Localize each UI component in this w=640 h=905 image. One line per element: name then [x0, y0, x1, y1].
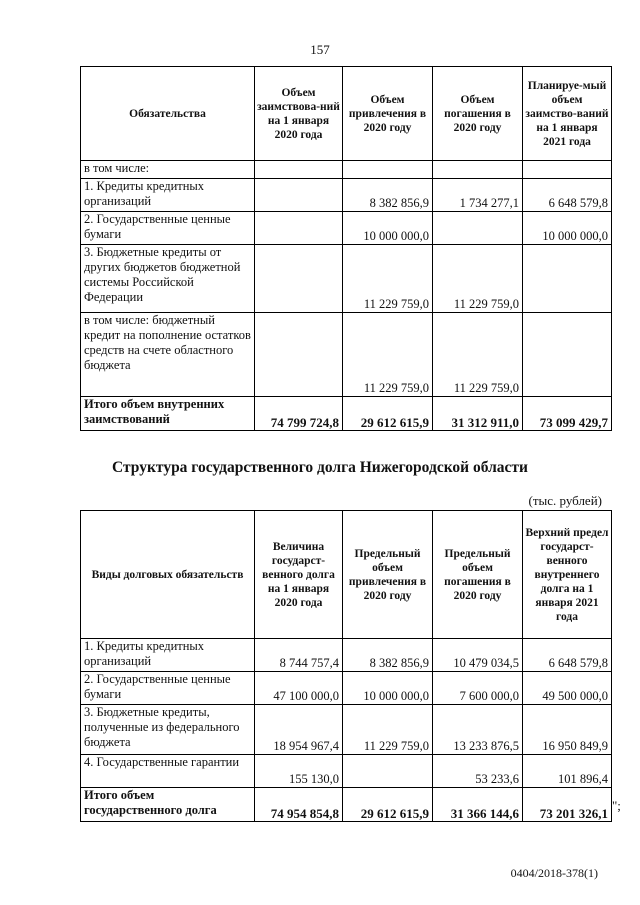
cell-value: 16 950 849,9: [523, 705, 612, 755]
cell-value: [343, 755, 433, 788]
units-note: (тыс. рублей): [528, 493, 602, 508]
table-row: [81, 161, 612, 179]
cell-value: 29 612 615,9: [343, 788, 433, 822]
total-row: [81, 788, 612, 822]
cell-value: [255, 161, 343, 179]
table-row: [81, 212, 612, 245]
column-header: Верхний предел государст-венного внутреннего долга на 1 января 2021 года: [523, 511, 612, 639]
cell-value: 11 229 759,0: [343, 245, 433, 313]
borrowings-table: [80, 66, 612, 431]
cell-value: 11 229 759,0: [343, 705, 433, 755]
cell-value: 73 201 326,1: [523, 788, 612, 822]
table-row: [81, 755, 612, 788]
closing-quote-mark: ";: [612, 798, 621, 813]
row-label: 4. Государственные гарантии: [81, 755, 255, 788]
cell-value: 10 000 000,0: [523, 212, 612, 245]
cell-value: 8 744 757,4: [255, 639, 343, 672]
cell-value: 13 233 876,5: [433, 705, 523, 755]
cell-value: 31 366 144,6: [433, 788, 523, 822]
column-header: Обязательства: [81, 67, 255, 161]
cell-value: 8 382 856,9: [343, 639, 433, 672]
cell-value: 8 382 856,9: [343, 179, 433, 212]
cell-value: 29 612 615,9: [343, 397, 433, 431]
cell-value: [523, 161, 612, 179]
cell-value: 10 000 000,0: [343, 672, 433, 705]
cell-value: 74 799 724,8: [255, 397, 343, 431]
table-row: [81, 313, 612, 397]
cell-value: 10 479 034,5: [433, 639, 523, 672]
cell-value: 18 954 967,4: [255, 705, 343, 755]
row-label: в том числе: бюджетный кредит на пополнение остатков средств на счете областного бюджета: [81, 313, 255, 397]
table-row: [81, 705, 612, 755]
cell-value: 11 229 759,0: [343, 313, 433, 397]
cell-value: 49 500 000,0: [523, 672, 612, 705]
column-header: Предельный объем привлечения в 2020 году: [343, 511, 433, 639]
cell-value: 10 000 000,0: [343, 212, 433, 245]
column-header: Виды долговых обязательств: [81, 511, 255, 639]
row-label: 2. Государственные ценные бумаги: [81, 212, 255, 245]
section-title: Структура государственного долга Нижегородской области: [112, 459, 528, 476]
row-label: 3. Бюджетные кредиты, полученные из федерального бюджета: [81, 705, 255, 755]
cell-value: [343, 161, 433, 179]
cell-value: 155 130,0: [255, 755, 343, 788]
column-header: Предельный объем погашения в 2020 году: [433, 511, 523, 639]
row-label: 1. Кредиты кредитных организаций: [81, 179, 255, 212]
cell-value: 11 229 759,0: [433, 245, 523, 313]
row-label: Итого объем государственного долга: [81, 788, 255, 822]
cell-value: 7 600 000,0: [433, 672, 523, 705]
cell-value: [433, 212, 523, 245]
cell-value: [255, 179, 343, 212]
row-label: в том числе:: [81, 161, 255, 179]
row-label: 3. Бюджетные кредиты от других бюджетов бюджетной системы Российской Федерации: [81, 245, 255, 313]
cell-value: [255, 212, 343, 245]
cell-value: 1 734 277,1: [433, 179, 523, 212]
cell-value: [255, 313, 343, 397]
cell-value: [523, 245, 612, 313]
table-header-row: [81, 511, 612, 639]
cell-value: 6 648 579,8: [523, 179, 612, 212]
cell-value: 47 100 000,0: [255, 672, 343, 705]
column-header: Величина государст-венного долга на 1 января 2020 года: [255, 511, 343, 639]
column-header: Объем погашения в 2020 году: [433, 67, 523, 161]
cell-value: [255, 245, 343, 313]
cell-value: 31 312 911,0: [433, 397, 523, 431]
cell-value: 73 099 429,7: [523, 397, 612, 431]
debt-structure-table: [80, 510, 612, 822]
cell-value: [523, 313, 612, 397]
total-row: [81, 397, 612, 431]
table-row: [81, 639, 612, 672]
cell-value: 6 648 579,8: [523, 639, 612, 672]
table-row: [81, 179, 612, 212]
document-number: 0404/2018-378(1): [510, 866, 598, 880]
column-header: Планируе-мый объем заимство-ваний на 1 января 2021 года: [523, 67, 612, 161]
row-label: Итого объем внутренних заимствований: [81, 397, 255, 431]
table-row: [81, 672, 612, 705]
row-label: 1. Кредиты кредитных организаций: [81, 639, 255, 672]
column-header: Объем привлечения в 2020 году: [343, 67, 433, 161]
cell-value: [433, 161, 523, 179]
cell-value: 53 233,6: [433, 755, 523, 788]
cell-value: 74 954 854,8: [255, 788, 343, 822]
column-header: Объем заимствова-ний на 1 января 2020 года: [255, 67, 343, 161]
page-number: 157: [310, 42, 330, 57]
cell-value: 101 896,4: [523, 755, 612, 788]
table-header-row: [81, 67, 612, 161]
cell-value: 11 229 759,0: [433, 313, 523, 397]
table-row: [81, 245, 612, 313]
row-label: 2. Государственные ценные бумаги: [81, 672, 255, 705]
